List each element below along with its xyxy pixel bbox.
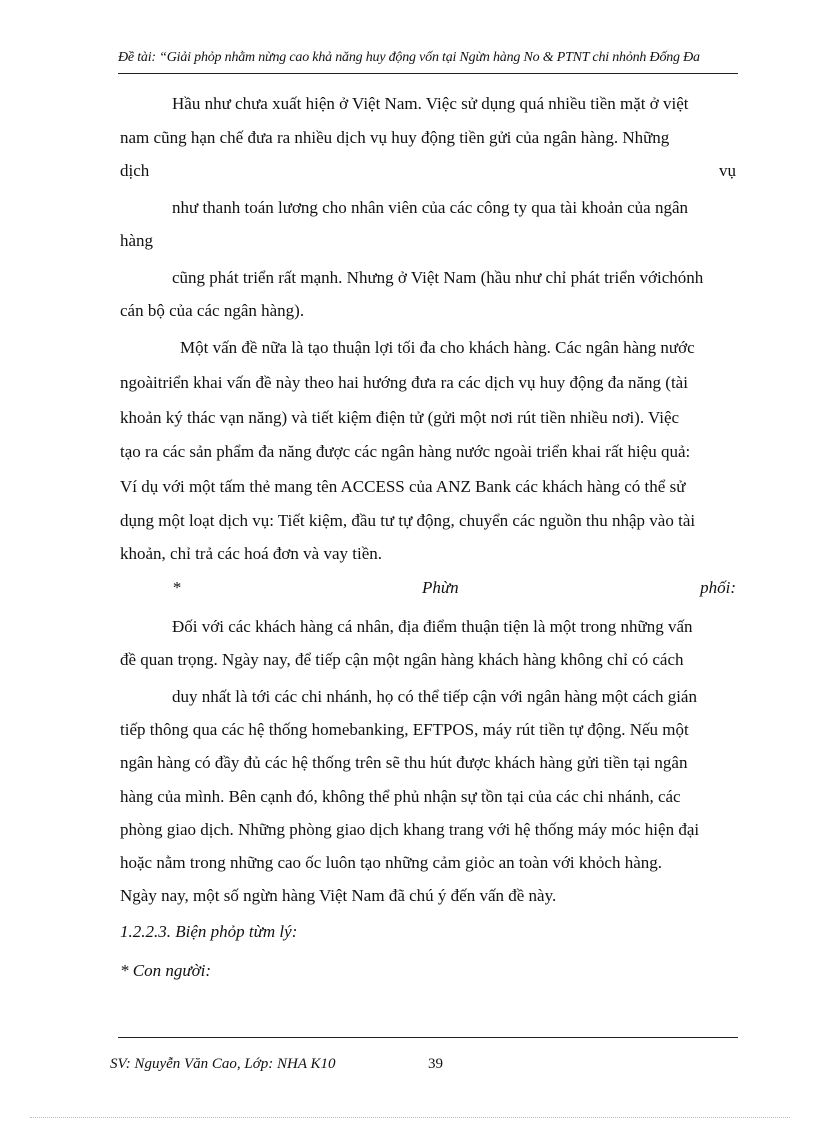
subheading-distribution xyxy=(172,579,736,596)
body-line: Hầu như chưa xuất hiện ở Việt Nam. Việc sử dụng quá nhiều tiền mặt ở việt xyxy=(172,94,689,113)
body-line: đề quan trọng. Ngày nay, để tiếp cận một ngân hàng khách hàng không chỉ có cách xyxy=(120,650,684,669)
body-line: khoản ký thác vạn năng) và tiết kiệm điện tử (gửi một nơi rút tiền nhiều nơi). Việc xyxy=(120,408,680,427)
footer-author: SV: Nguyễn Văn Cao, Lớp: NHA K10 xyxy=(110,1056,336,1072)
body-word: vụ xyxy=(719,161,736,180)
body-line: Ví dụ với một tấm thẻ mang tên ACCESS của ANZ Bank các khách hàng có thể sử xyxy=(120,477,686,496)
body-line: cán bộ của các ngân hàng). xyxy=(120,301,305,320)
body-line: hàng của mình. Bên cạnh đó, không thể phủ nhận sự tồn tại của các chi nhánh, các xyxy=(120,787,681,806)
body-line: tạo ra các sản phẩm đa năng được các ngân hàng nước ngoài triển khai rất hiệu quả: xyxy=(120,442,691,461)
body-line: như thanh toán lương cho nhân viên của các công ty qua tài khoản của ngân xyxy=(172,198,689,217)
body-line: dụng một loạt dịch vụ: Tiết kiệm, đầu tư tự động, chuyển các nguồn thu nhập vào tài xyxy=(120,511,696,530)
body-line: tiếp thông qua các hệ thống homebanking, EFTPOS, máy rút tiền tự động. Nếu một xyxy=(120,720,689,739)
justified-line xyxy=(120,162,736,179)
body-word: dịch xyxy=(120,161,150,180)
subheading-people: * Con người: xyxy=(120,961,212,980)
body-line: nam cũng hạn chế đưa ra nhiều dịch vụ huy động tiền gửi của ngân hàng. Những xyxy=(120,128,670,147)
page-edge-divider xyxy=(30,1117,790,1118)
body-line: duy nhất là tới các chi nhánh, họ có thể tiếp cận với ngân hàng một cách gián xyxy=(172,687,697,706)
body-line: phòng giao dịch. Những phòng giao dịch khang trang với hệ thống máy móc hiện đại xyxy=(120,820,700,839)
bullet-asterisk: * xyxy=(172,578,181,597)
paragraph-start: Một vấn đề nữa là tạo thuận lợi tối đa cho khách hàng. Các ngân hàng nước xyxy=(180,338,695,357)
subheading-word: Phừn xyxy=(421,578,459,597)
body-line: khoản, chỉ trả các hoá đơn và vay tiền. xyxy=(120,544,382,563)
body-line: hàng xyxy=(120,231,154,250)
header-divider xyxy=(118,73,738,74)
body-line: hoặc nằm trong những cao ốc luôn tạo những cảm giỏc an toàn với khỏch hàng. xyxy=(120,853,662,872)
footer-divider xyxy=(118,1037,738,1038)
body-line: ngân hàng có đầy đủ các hệ thống trên sẽ thu hút được khách hàng gửi tiền tại ngân xyxy=(120,753,688,772)
subheading-word: phối: xyxy=(700,578,736,597)
page-number: 39 xyxy=(428,1056,443,1072)
document-header: Đề tài: “Giải phỏp nhằm nừng cao khả năng huy động vốn tại Ngừn hàng No & PTNT chi nhỏnh Đống Đa xyxy=(118,50,700,65)
body-line: ngoàitriển khai vấn đề này theo hai hướng đưa ra các dịch vụ huy động đa năng (tài xyxy=(120,373,688,392)
body-line: cũng phát triển rất mạnh. Nhưng ở Việt Nam (hầu như chỉ phát triển vớichónh xyxy=(172,268,704,287)
section-heading: 1.2.2.3. Biện phỏp từm lý: xyxy=(120,922,298,941)
body-line: Ngày nay, một số ngừn hàng Việt Nam đã chú ý đến vấn đề này. xyxy=(120,886,557,905)
paragraph-start: Đối với các khách hàng cá nhân, địa điểm thuận tiện là một trong những vấn xyxy=(172,617,693,636)
